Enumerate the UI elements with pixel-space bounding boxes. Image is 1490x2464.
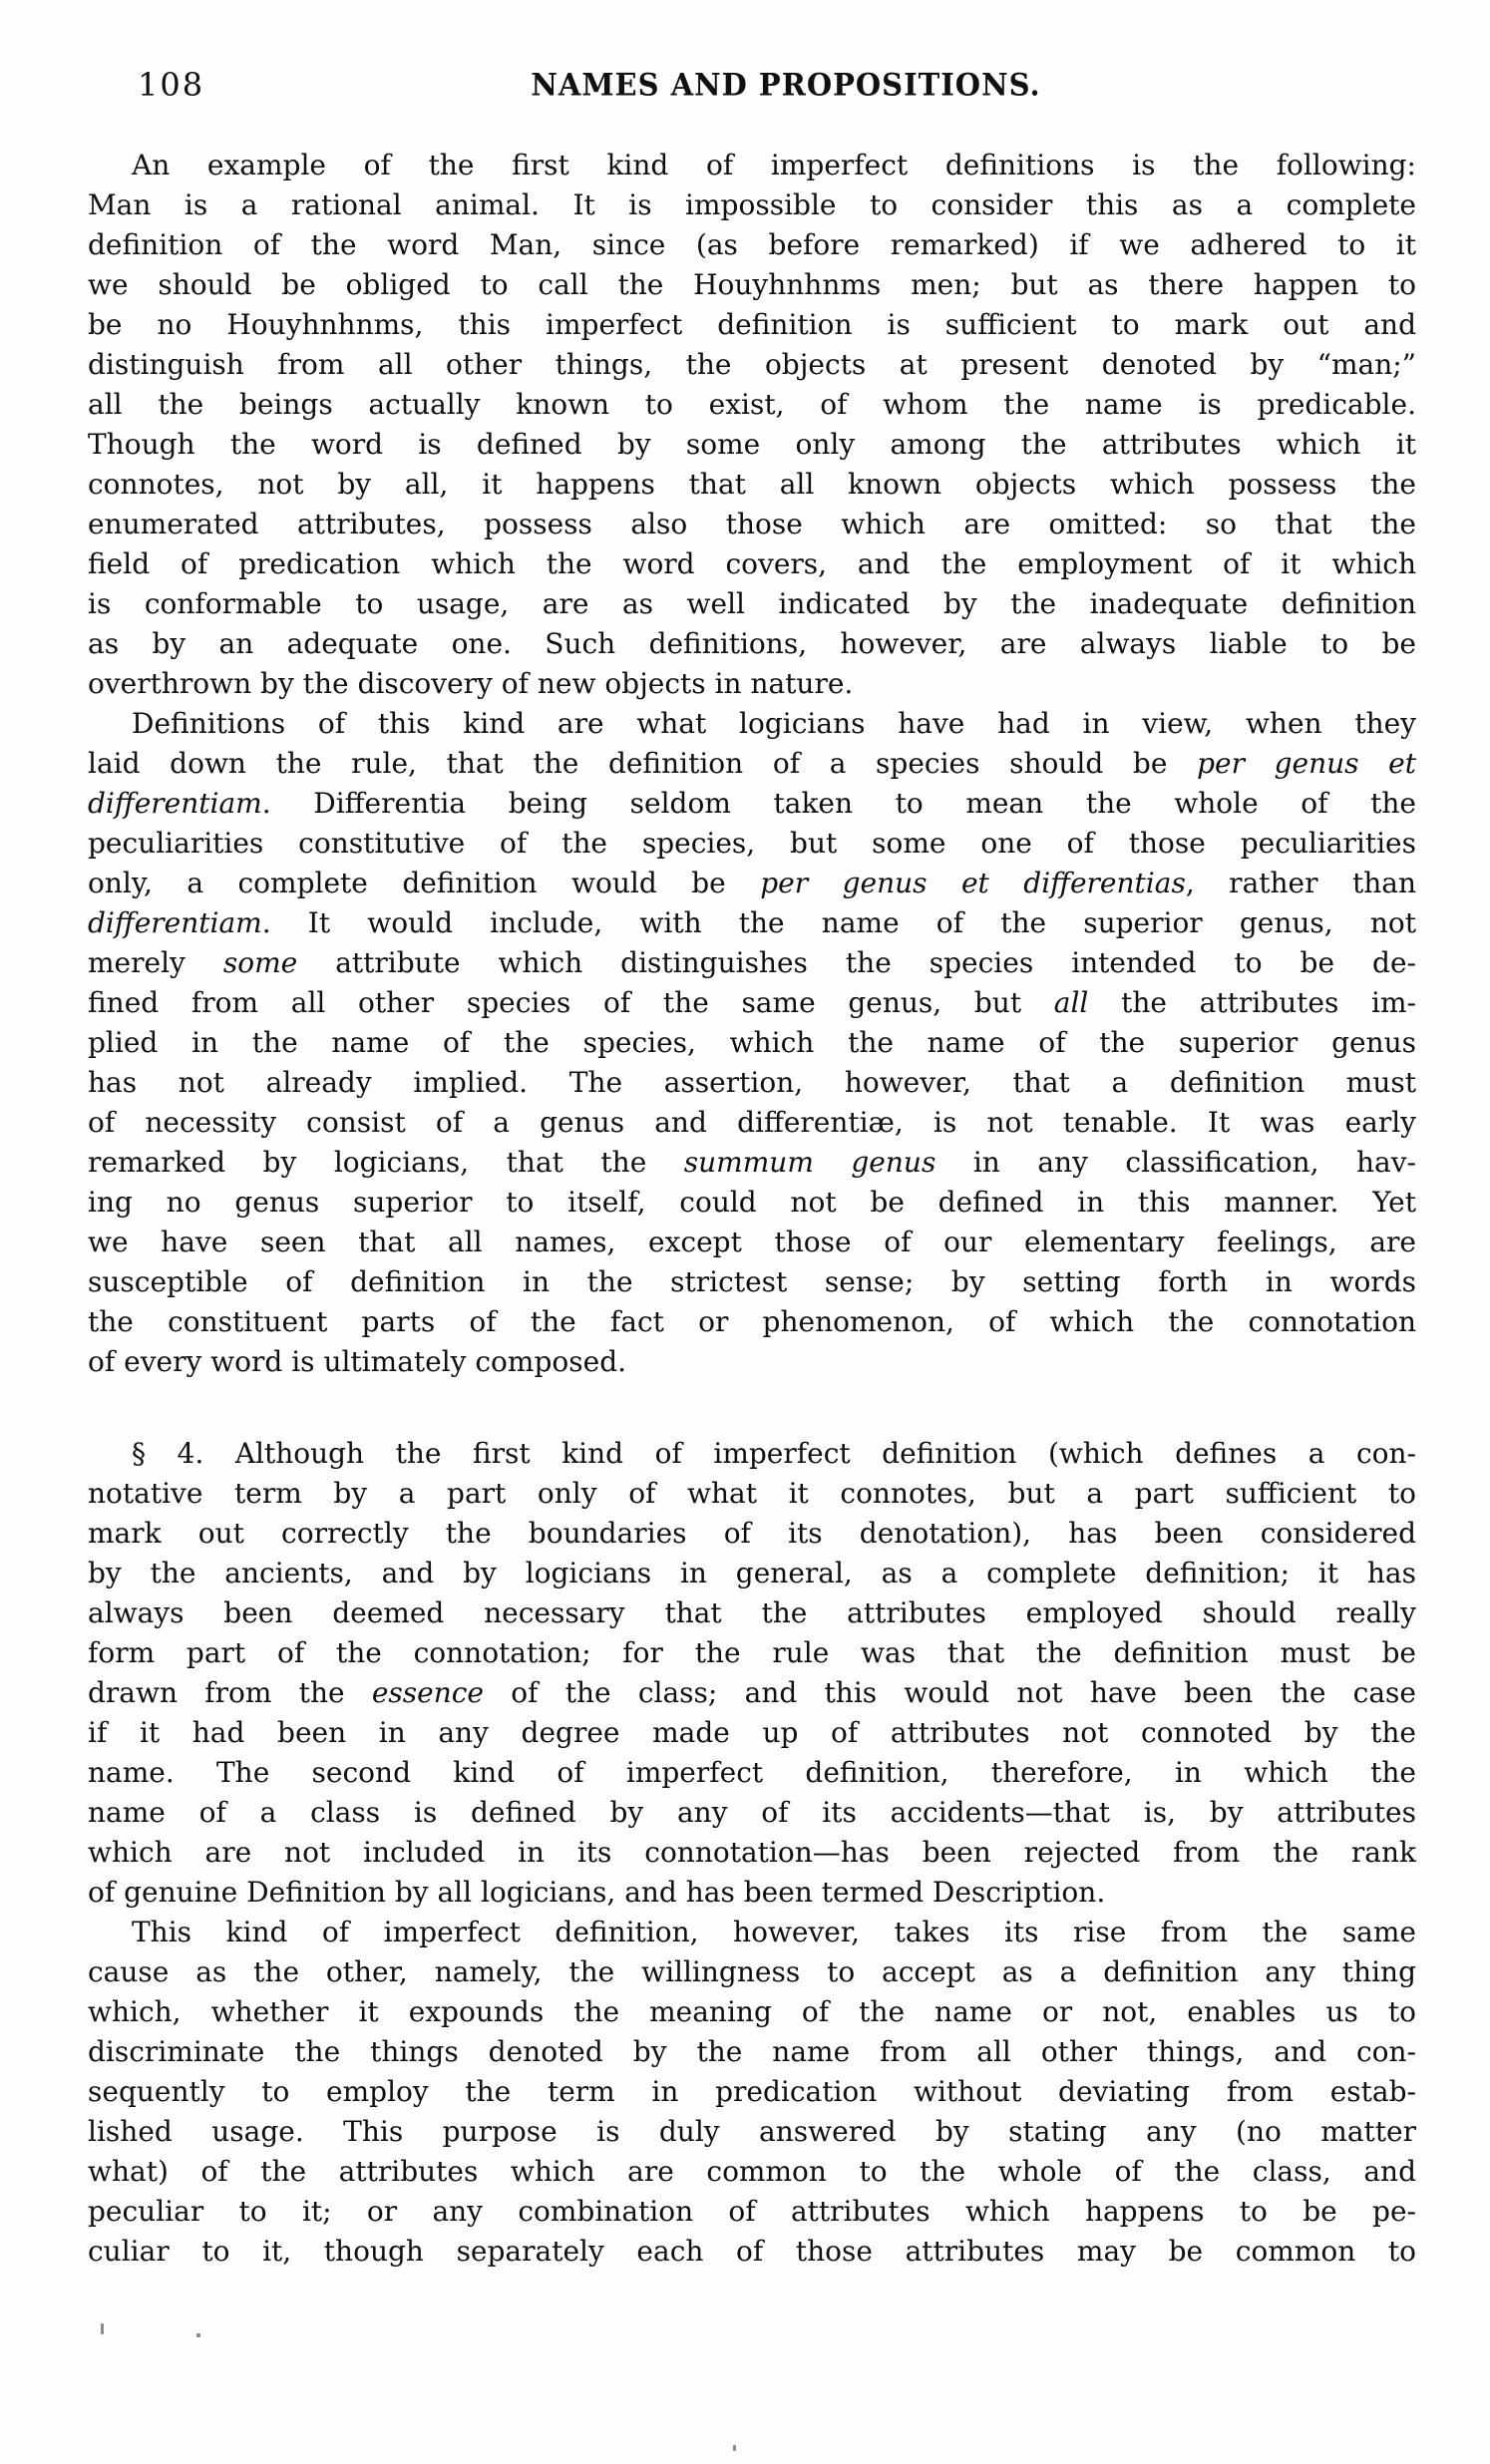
text-line: mark out correctly the boundaries of its denotation), has been considered [88,1517,1416,1550]
scan-speck [101,2323,104,2334]
text-line: This kind of imperfect definition, however, takes its rise from the same [132,1916,1416,1948]
text-line: which, whether it expounds the meaning of the name or not, enables us to [88,1995,1416,2028]
text-line: Man is a rational animal. It is impossible to consider this as a complete [88,188,1416,221]
text-line: of genuine Definition by all logicians, and has been termed Description. [88,1876,1106,1909]
text-line: always been deemed necessary that the attributes employed should really [88,1596,1416,1629]
text-line: distinguish from all other things, the objects at present denoted by “man;” [88,348,1416,381]
text-line: field of predication which the word covers, and the employment of it which [88,547,1416,580]
text-line: lished usage. This purpose is duly answered by stating any (no matter [88,2115,1416,2148]
scan-speck [733,2445,736,2451]
text-line: if it had been in any degree made up of attributes not connoted by the [88,1716,1416,1749]
text-line: of every word is ultimately composed. [88,1345,627,1378]
text-line: which are not included in its connotation—has been rejected from the rank [88,1836,1416,1869]
text-line: form part of the connotation; for the rule was that the definition must be [88,1636,1416,1669]
text-line: of necessity consist of a genus and differentiæ, is not tenable. It was early [88,1106,1416,1139]
text-line: connotes, not by all, it happens that all known objects which possess the [88,468,1416,501]
text-line: differentiam. It would include, with the name of the superior genus, not [88,906,1416,939]
text-line: laid down the rule, that the definition of a species should be per genus et [88,747,1416,780]
text-line: notative term by a part only of what it connotes, but a part sufficient to [88,1477,1416,1510]
text-block [88,146,1416,2272]
text-line: cause as the other, namely, the willingness to accept as a definition any thing [88,1955,1416,1988]
text-line: § 4. Although the first kind of imperfect definition (which defines a con- [132,1437,1416,1470]
text-line: enumerated attributes, possess also those which are omitted: so that the [88,508,1416,540]
text-line: we have seen that all names, except those of our elementary feelings, are [88,1226,1416,1258]
text-line: Definitions of this kind are what logicians have had in view, when they [132,707,1416,740]
text-line: merely some attribute which distinguishes the species intended to be de- [88,946,1416,979]
text-line: definition of the word Man, since (as before remarked) if we adhered to it [88,228,1416,261]
text-line: culiar to it, though separately each of those attributes may be common to [88,2235,1416,2268]
text-line: fined from all other species of the same genus, but all the attributes im- [88,986,1416,1019]
text-line: be no Houyhnhnms, this imperfect definition is sufficient to mark out and [88,308,1416,341]
text-line: overthrown by the discovery of new objects in nature. [88,667,854,700]
paragraph-per-genus-et-differentiam [88,704,1416,1382]
text-line: name. The second kind of imperfect definition, therefore, in which the [88,1756,1416,1789]
paragraph-imperfect-definition-example [88,146,1416,704]
text-line: Though the word is defined by some only among the attributes which it [88,428,1416,461]
text-line: only, a complete definition would be per genus et differentias, rather than [88,867,1416,899]
text-line: plied in the name of the species, which the name of the superior genus [88,1026,1416,1059]
running-head: NAMES AND PROPOSITIONS. [531,67,1041,103]
text-line: what) of the attributes which are common to the whole of the class, and [88,2155,1416,2188]
text-line: as by an adequate one. Such definitions, however, are always liable to be [88,627,1416,660]
page-number: 108 [138,66,205,104]
text-line: name of a class is defined by any of its accidents—that is, by attributes [88,1796,1416,1829]
text-line: the constituent parts of the fact or phenomenon, of which the connotation [88,1305,1416,1338]
text-line: discriminate the things denoted by the name from all other things, and con- [88,2035,1416,2068]
text-line: is conformable to usage, are as well indicated by the inadequate definition [88,587,1416,620]
text-line: remarked by logicians, that the summum genus in any classification, hav- [88,1146,1417,1179]
text-line: has not already implied. The assertion, however, that a definition must [88,1066,1416,1099]
text-line: An example of the first kind of imperfect definitions is the following: [132,149,1416,181]
text-line: all the beings actually known to exist, of whom the name is predicable. [88,388,1416,421]
text-line: susceptible of definition in the strictest sense; by setting forth in words [88,1265,1416,1298]
scan-speck [196,2333,200,2337]
paragraph-section-4 [88,1434,1416,1913]
text-line: by the ancients, and by logicians in general, as a complete definition; it has [88,1557,1416,1589]
text-line: peculiar to it; or any combination of attributes which happens to be pe- [88,2195,1416,2228]
text-line: ing no genus superior to itself, could not be defined in this manner. Yet [88,1186,1416,1219]
page-header [0,66,1490,106]
text-line: differentiam. Differentia being seldom taken to mean the whole of the [88,787,1416,820]
text-line: we should be obliged to call the Houyhnhnms men; but as there happen to [88,268,1416,301]
text-line: peculiarities constitutive of the species, but some one of those peculiarities [88,827,1416,860]
text-line: sequently to employ the term in predication without deviating from estab- [88,2075,1416,2108]
paragraph-description-cause [88,1913,1416,2272]
text-line: drawn from the essence of the class; and this would not have been the case [88,1676,1416,1709]
